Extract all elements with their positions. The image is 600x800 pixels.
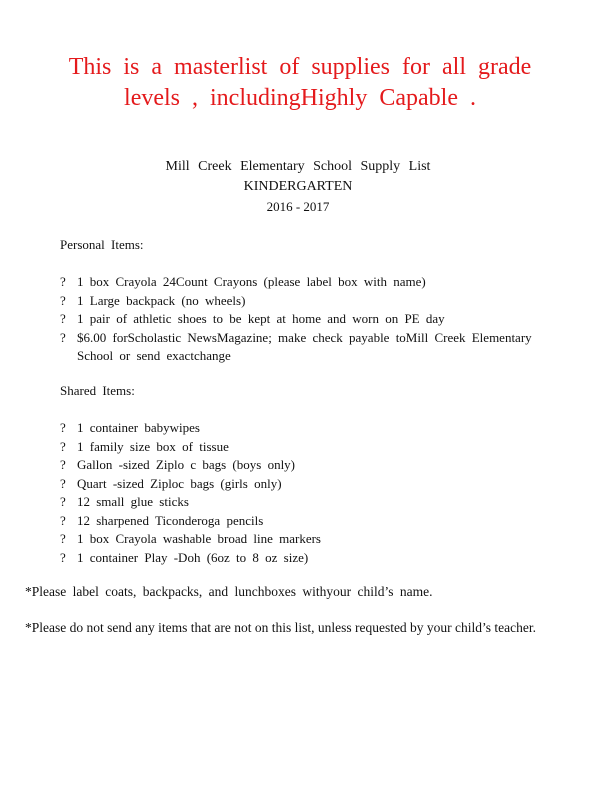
list-title: Mill Creek Elementary School Supply List: [165, 159, 431, 174]
bullet-glyph: ?: [60, 512, 66, 528]
personal-items-list: [60, 273, 545, 366]
bullet-glyph: ?: [60, 457, 66, 472]
item-text: 1 container babywipes: [77, 420, 200, 435]
list-item: [60, 549, 545, 568]
bullet-glyph: ?: [60, 420, 66, 435]
list-item: [60, 530, 545, 549]
list-item: [60, 512, 545, 531]
bullet-glyph: ?: [60, 531, 66, 546]
bullet-glyph: ?: [60, 329, 66, 345]
masterlist-notice: [30, 52, 570, 114]
item-text: $6.00 forScholastic NewsMagazine; make check payable toMill Creek Elementary School or send exactchange: [77, 329, 532, 363]
list-item: [60, 456, 545, 475]
bullet-glyph: ?: [60, 494, 66, 509]
bullet-glyph: ?: [60, 549, 66, 565]
item-text: 1 box Crayola 24Count Crayons (please label box with name): [77, 274, 426, 289]
shared-items-list: [60, 419, 545, 567]
label-names-note: *Please label coats, backpacks, and lunchboxes withyour child’s name.: [25, 584, 433, 599]
bullet-glyph: ?: [60, 475, 66, 491]
personal-items-heading: Personal Items:: [60, 237, 144, 252]
list-item: [60, 438, 545, 457]
school-year: 2016 - 2017: [266, 199, 330, 214]
list-item: [60, 493, 545, 512]
item-text: 1 pair of athletic shoes to be kept at home and worn on PE day: [77, 311, 445, 326]
shared-items-heading: Shared Items:: [60, 383, 135, 398]
item-text: 12 small glue sticks: [77, 494, 189, 509]
bullet-glyph: ?: [60, 292, 66, 308]
item-text: Quart -sized Ziploc bags (girls only): [77, 475, 282, 491]
item-text: 1 box Crayola washable broad line markers: [77, 531, 321, 546]
grade-level: KINDERGARTEN: [243, 179, 353, 194]
item-text: 12 sharpened Ticonderoga pencils: [77, 512, 264, 528]
list-item: [60, 329, 545, 366]
bullet-glyph: ?: [60, 274, 66, 289]
item-text: Gallon -sized Ziplo c bags (boys only): [77, 457, 296, 472]
item-text: 1 Large backpack (no wheels): [77, 292, 246, 308]
item-text: 1 family size box of tissue: [77, 438, 229, 454]
item-text: 1 container Play -Doh (6oz to 8 oz size): [77, 549, 309, 565]
bullet-glyph: ?: [60, 311, 66, 326]
bullet-glyph: ?: [60, 438, 66, 454]
document-header: [0, 157, 596, 217]
notice-line-1: This is a masterlist of supplies for all grade: [68, 54, 532, 80]
no-extra-items-note: *Please do not send any items that are not on this list, unless requested by your child’s teacher.: [25, 620, 537, 635]
list-item: [60, 419, 545, 438]
list-item: [60, 273, 545, 292]
list-item: [60, 292, 545, 311]
list-item: [60, 475, 545, 494]
notice-line-2: levels , includingHighly Capable .: [124, 85, 476, 111]
list-item: [60, 310, 545, 329]
